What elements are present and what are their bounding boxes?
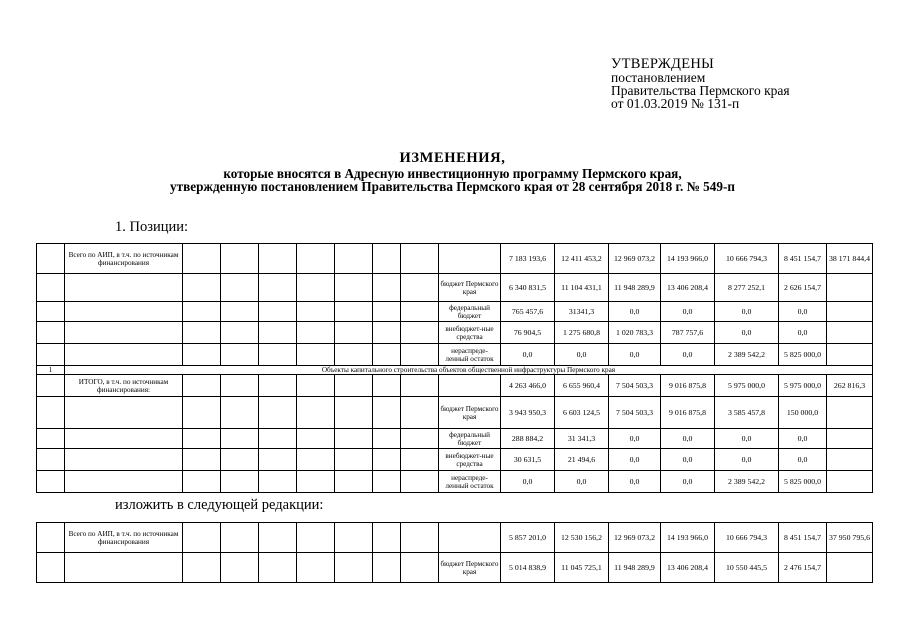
empty-cell xyxy=(221,397,259,429)
empty-cell xyxy=(297,274,335,302)
value-cell: 11 045 725,1 xyxy=(555,553,609,583)
empty-cell xyxy=(37,523,65,553)
value-cell: 30 631,5 xyxy=(501,449,555,471)
itogo-label: ИТОГО, в т.ч. по источникам финансирования: xyxy=(65,375,183,397)
empty-cell xyxy=(65,322,183,344)
source-cell: федеральный бюджет xyxy=(439,429,501,449)
empty-cell xyxy=(401,244,439,274)
empty-cell xyxy=(401,302,439,322)
value-cell: 0,0 xyxy=(555,471,609,493)
table-row xyxy=(37,344,873,366)
source-cell: федеральный бюджет xyxy=(439,302,501,322)
empty-cell xyxy=(297,553,335,583)
empty-cell xyxy=(221,302,259,322)
empty-cell xyxy=(221,471,259,493)
empty-cell xyxy=(297,322,335,344)
empty-cell xyxy=(183,344,221,366)
empty-cell xyxy=(335,302,373,322)
empty-cell xyxy=(259,471,297,493)
empty-cell xyxy=(827,553,873,583)
empty-cell xyxy=(259,429,297,449)
empty-cell xyxy=(65,302,183,322)
empty-cell xyxy=(297,397,335,429)
empty-cell xyxy=(401,449,439,471)
empty-cell xyxy=(221,244,259,274)
value-cell: 0,0 xyxy=(661,302,715,322)
empty-cell xyxy=(37,397,65,429)
empty-cell xyxy=(373,429,401,449)
empty-cell xyxy=(37,471,65,493)
empty-cell xyxy=(373,397,401,429)
empty-cell xyxy=(373,471,401,493)
empty-cell xyxy=(221,344,259,366)
empty-cell xyxy=(183,274,221,302)
source-cell: бюджет Пермского края xyxy=(439,553,501,583)
empty-cell xyxy=(221,322,259,344)
empty-cell xyxy=(37,344,65,366)
empty-cell xyxy=(297,471,335,493)
value-cell: 9 016 875,8 xyxy=(661,397,715,429)
empty-cell xyxy=(65,274,183,302)
empty-cell xyxy=(373,274,401,302)
empty-cell xyxy=(297,302,335,322)
empty-cell xyxy=(221,375,259,397)
value-cell: 0,0 xyxy=(609,449,661,471)
empty-cell xyxy=(259,449,297,471)
empty-cell xyxy=(401,375,439,397)
empty-cell xyxy=(183,302,221,322)
empty-cell xyxy=(401,344,439,366)
empty-cell xyxy=(183,449,221,471)
empty-cell xyxy=(373,344,401,366)
empty-cell xyxy=(401,274,439,302)
empty-cell xyxy=(401,322,439,344)
empty-cell xyxy=(401,429,439,449)
empty-cell xyxy=(335,449,373,471)
value-cell: 3 585 457,8 xyxy=(715,397,779,429)
value-cell: 76 904,5 xyxy=(501,322,555,344)
value-cell: 4 263 466,0 xyxy=(501,375,555,397)
value-cell: 0,0 xyxy=(661,471,715,493)
approval-line1: УТВЕРЖДЕНЫ xyxy=(611,56,715,72)
value-cell: 13 406 208,4 xyxy=(661,553,715,583)
empty-cell xyxy=(37,449,65,471)
table-row xyxy=(37,322,873,344)
approval-stamp xyxy=(611,58,790,110)
empty-cell xyxy=(183,375,221,397)
value-cell: 11 948 289,9 xyxy=(609,274,661,302)
empty-cell xyxy=(65,429,183,449)
value-cell: 12 969 073,2 xyxy=(609,523,661,553)
empty-cell xyxy=(335,429,373,449)
empty-cell xyxy=(297,449,335,471)
empty-cell xyxy=(373,449,401,471)
empty-cell xyxy=(65,553,183,583)
value-cell: 0,0 xyxy=(779,449,827,471)
subtitle-line2: утвержденную постановлением Правительства Пермского края от 28 сентября 2018 г. № 549-п xyxy=(170,179,735,194)
value-cell: 0,0 xyxy=(609,471,661,493)
empty-cell xyxy=(335,553,373,583)
value-cell: 0,0 xyxy=(715,302,779,322)
value-cell: 262 816,3 xyxy=(827,375,873,397)
value-cell: 0,0 xyxy=(715,429,779,449)
empty-cell xyxy=(183,244,221,274)
empty-cell xyxy=(827,302,873,322)
empty-cell xyxy=(259,375,297,397)
empty-cell xyxy=(221,553,259,583)
value-cell: 0,0 xyxy=(501,344,555,366)
table-row xyxy=(37,449,873,471)
empty-cell xyxy=(401,397,439,429)
table-row xyxy=(37,471,873,493)
value-cell: 38 171 844,4 xyxy=(827,244,873,274)
value-cell: 787 757,6 xyxy=(661,322,715,344)
value-cell: 5 825 000,0 xyxy=(779,471,827,493)
empty-cell xyxy=(221,449,259,471)
value-cell: 10 666 794,3 xyxy=(715,523,779,553)
value-cell: 6 655 960,4 xyxy=(555,375,609,397)
value-cell: 6 340 831,5 xyxy=(501,274,555,302)
empty-cell xyxy=(401,523,439,553)
empty-cell xyxy=(373,244,401,274)
value-cell: 10 666 794,3 xyxy=(715,244,779,274)
positions-table xyxy=(36,243,873,493)
value-cell: 2 626 154,7 xyxy=(779,274,827,302)
empty-cell xyxy=(259,274,297,302)
empty-cell xyxy=(335,344,373,366)
value-cell: 7 504 503,3 xyxy=(609,397,661,429)
value-cell: 31341,3 xyxy=(555,302,609,322)
document-subtitle xyxy=(0,167,905,193)
value-cell: 150 000,0 xyxy=(779,397,827,429)
section-new-edition-label: изложить в следующей редакции: xyxy=(115,497,324,513)
value-cell: 8 451 154,7 xyxy=(779,244,827,274)
value-cell: 0,0 xyxy=(779,302,827,322)
value-cell: 0,0 xyxy=(501,471,555,493)
section-positions-label: 1. Позиции: xyxy=(115,219,189,235)
empty-cell xyxy=(335,471,373,493)
empty-cell xyxy=(259,322,297,344)
value-cell: 5 975 000,0 xyxy=(779,375,827,397)
empty-cell xyxy=(183,523,221,553)
empty-cell xyxy=(439,244,501,274)
value-cell: 5 975 000,0 xyxy=(715,375,779,397)
value-cell: 2 476 154,7 xyxy=(779,553,827,583)
value-cell: 5 825 000,0 xyxy=(779,344,827,366)
empty-cell xyxy=(37,244,65,274)
empty-cell xyxy=(183,322,221,344)
empty-cell xyxy=(259,344,297,366)
value-cell: 1 275 680,8 xyxy=(555,322,609,344)
group-number: 1 xyxy=(37,366,65,375)
empty-cell xyxy=(221,429,259,449)
empty-cell xyxy=(373,302,401,322)
value-cell: 21 494,6 xyxy=(555,449,609,471)
empty-cell xyxy=(221,523,259,553)
empty-cell xyxy=(439,375,501,397)
empty-cell xyxy=(37,274,65,302)
empty-cell xyxy=(373,553,401,583)
value-cell: 13 406 208,4 xyxy=(661,274,715,302)
empty-cell xyxy=(221,274,259,302)
empty-cell xyxy=(183,553,221,583)
value-cell: 7 183 193,6 xyxy=(501,244,555,274)
source-cell: бюджет Пермского края xyxy=(439,397,501,429)
value-cell: 0,0 xyxy=(661,449,715,471)
empty-cell xyxy=(183,471,221,493)
empty-cell xyxy=(335,274,373,302)
value-cell: 0,0 xyxy=(779,322,827,344)
value-cell: 8 277 252,1 xyxy=(715,274,779,302)
value-cell: 5 857 201,0 xyxy=(501,523,555,553)
empty-cell xyxy=(183,429,221,449)
empty-cell xyxy=(297,523,335,553)
value-cell: 9 016 875,8 xyxy=(661,375,715,397)
table-row xyxy=(37,429,873,449)
table-row xyxy=(37,244,873,274)
source-cell: внебюджет-ные средства xyxy=(439,322,501,344)
empty-cell xyxy=(827,274,873,302)
value-cell: 0,0 xyxy=(715,449,779,471)
source-cell: бюджет Пермского края xyxy=(439,274,501,302)
value-cell: 0,0 xyxy=(715,322,779,344)
empty-cell xyxy=(259,302,297,322)
source-cell: нераспреде-ленный остаток xyxy=(439,344,501,366)
empty-cell xyxy=(297,344,335,366)
value-cell: 31 341,3 xyxy=(555,429,609,449)
value-cell: 288 884,2 xyxy=(501,429,555,449)
empty-cell xyxy=(335,397,373,429)
empty-cell xyxy=(827,449,873,471)
empty-cell xyxy=(37,302,65,322)
value-cell: 765 457,6 xyxy=(501,302,555,322)
value-cell: 1 020 783,3 xyxy=(609,322,661,344)
empty-cell xyxy=(439,523,501,553)
table-row xyxy=(37,375,873,397)
subtitle-line1: которые вносятся в Адресную инвестиционную программу Пермского края, xyxy=(223,166,682,181)
empty-cell xyxy=(297,429,335,449)
value-cell: 12 530 156,2 xyxy=(555,523,609,553)
empty-cell xyxy=(65,471,183,493)
approval-line4: от 01.03.2019 № 131-п xyxy=(611,96,740,111)
table-row xyxy=(37,397,873,429)
approval-line3: Правительства Пермского края xyxy=(611,83,790,98)
empty-cell xyxy=(259,553,297,583)
table-row xyxy=(37,302,873,322)
value-cell: 12 969 073,2 xyxy=(609,244,661,274)
total-label: Всего по АИП, в т.ч. по источникам финансирования xyxy=(65,244,183,274)
value-cell: 14 193 966,0 xyxy=(661,523,715,553)
empty-cell xyxy=(37,553,65,583)
table-row xyxy=(37,274,873,302)
empty-cell xyxy=(827,471,873,493)
empty-cell xyxy=(401,553,439,583)
empty-cell xyxy=(297,244,335,274)
group-header-row xyxy=(37,366,873,375)
empty-cell xyxy=(335,523,373,553)
value-cell: 11 948 289,9 xyxy=(609,553,661,583)
value-cell: 0,0 xyxy=(609,344,661,366)
value-cell: 11 104 431,1 xyxy=(555,274,609,302)
empty-cell xyxy=(335,375,373,397)
empty-cell xyxy=(297,375,335,397)
value-cell: 0,0 xyxy=(661,429,715,449)
value-cell: 10 550 445,5 xyxy=(715,553,779,583)
approval-line2: постановлением xyxy=(611,70,706,85)
value-cell: 0,0 xyxy=(779,429,827,449)
value-cell: 5 014 838,9 xyxy=(501,553,555,583)
value-cell: 6 603 124,5 xyxy=(555,397,609,429)
empty-cell xyxy=(401,471,439,493)
new-edition-table xyxy=(36,522,873,583)
empty-cell xyxy=(37,375,65,397)
value-cell: 2 389 542,2 xyxy=(715,471,779,493)
value-cell: 2 389 542,2 xyxy=(715,344,779,366)
empty-cell xyxy=(183,397,221,429)
source-cell: внебюджет-ные средства xyxy=(439,449,501,471)
empty-cell xyxy=(335,244,373,274)
table-row xyxy=(37,523,873,553)
empty-cell xyxy=(373,322,401,344)
empty-cell xyxy=(37,429,65,449)
empty-cell xyxy=(827,429,873,449)
value-cell: 0,0 xyxy=(609,302,661,322)
empty-cell xyxy=(335,322,373,344)
empty-cell xyxy=(259,397,297,429)
empty-cell xyxy=(373,523,401,553)
value-cell: 14 193 966,0 xyxy=(661,244,715,274)
empty-cell xyxy=(65,397,183,429)
empty-cell xyxy=(37,322,65,344)
table-row xyxy=(37,553,873,583)
empty-cell xyxy=(827,322,873,344)
value-cell: 8 451 154,7 xyxy=(779,523,827,553)
value-cell: 12 411 453,2 xyxy=(555,244,609,274)
value-cell: 0,0 xyxy=(609,429,661,449)
empty-cell xyxy=(827,397,873,429)
empty-cell xyxy=(65,344,183,366)
total-label: Всего по АИП, в т.ч. по источникам финансирования xyxy=(65,523,183,553)
value-cell: 3 943 950,3 xyxy=(501,397,555,429)
value-cell: 0,0 xyxy=(555,344,609,366)
value-cell: 37 950 795,6 xyxy=(827,523,873,553)
value-cell: 7 504 503,3 xyxy=(609,375,661,397)
empty-cell xyxy=(259,523,297,553)
value-cell: 0,0 xyxy=(661,344,715,366)
empty-cell xyxy=(827,344,873,366)
empty-cell xyxy=(259,244,297,274)
empty-cell xyxy=(65,449,183,471)
empty-cell xyxy=(373,375,401,397)
source-cell: нераспреде-ленный остаток xyxy=(439,471,501,493)
document-heading: ИЗМЕНЕНИЯ, xyxy=(399,150,506,166)
group-title: Объекты капитального строительства объектов общественной инфраструктуры Пермского края xyxy=(65,366,873,375)
